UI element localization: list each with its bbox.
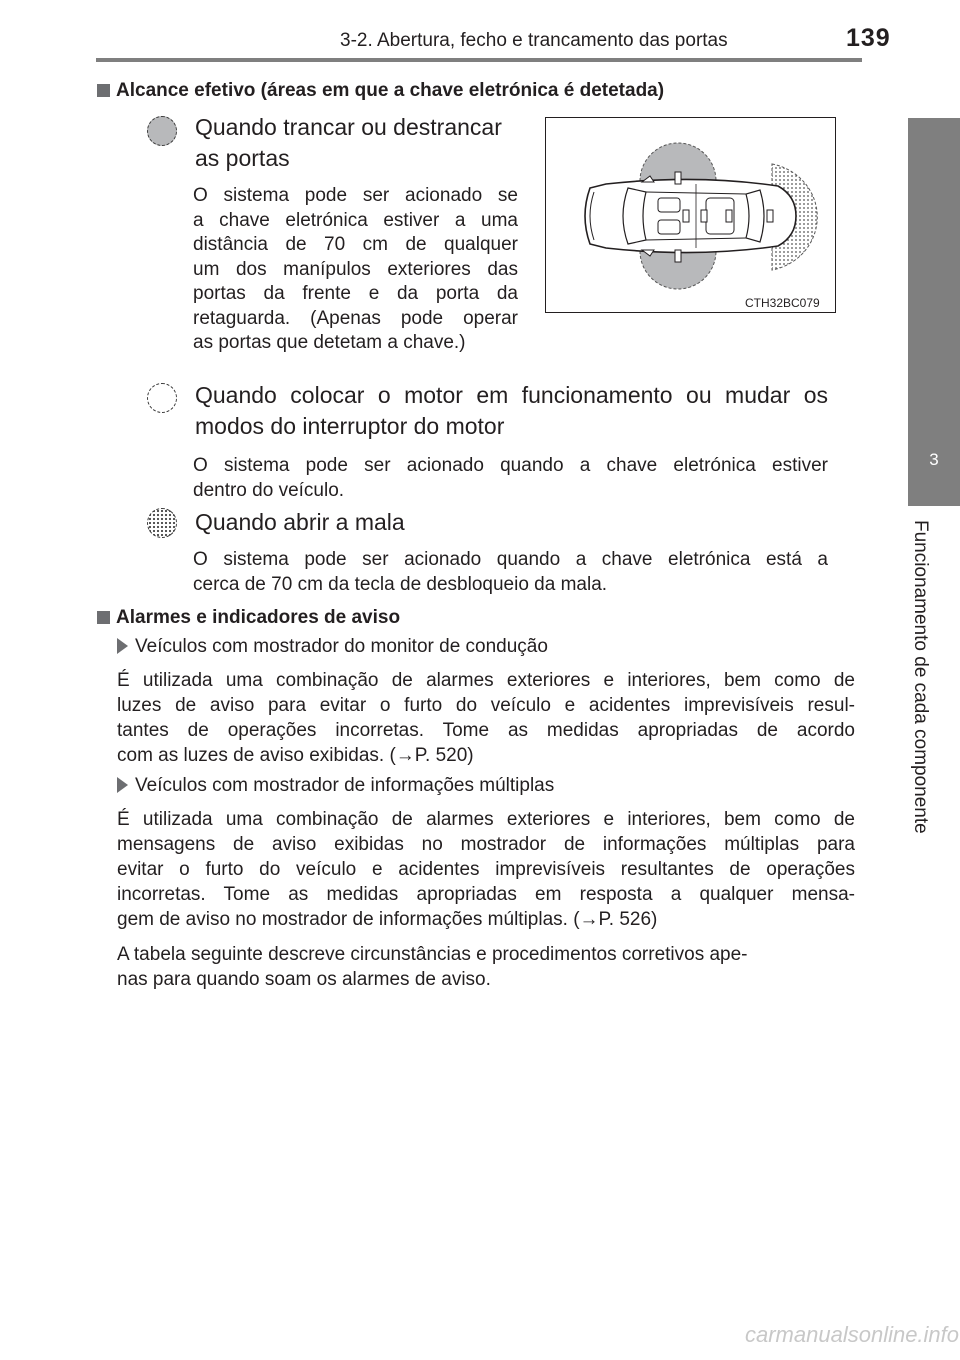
item1-title	[195, 112, 502, 174]
bullet-driving-monitor	[117, 636, 548, 658]
item1-body-line: O sistema pode ser acionado se	[193, 185, 518, 206]
item1-title-line: Quando trancar ou destrancar	[195, 114, 502, 140]
item1-body-line: as portas que detetam a chave.)	[193, 332, 466, 353]
section-heading-range	[97, 80, 664, 102]
section-heading-text: Alarmes e indicadores de aviso	[116, 607, 401, 628]
page-number: 139	[846, 24, 891, 52]
paragraph-line: gem de aviso no mostrador de informações múltiplas. (→P. 526)	[117, 909, 658, 930]
section-heading-alarms	[97, 607, 400, 629]
chapter-label: Funcionamento de cada componente	[910, 520, 931, 834]
item3-title	[195, 507, 405, 538]
paragraph-line: A tabela seguinte descreve circunstâncias e procedimentos corretivos ape-	[117, 944, 748, 965]
paragraph-line: mensagens de aviso exibidas no mostrador de informações múltiplas para	[117, 834, 855, 855]
bullet-multi-info	[117, 775, 554, 797]
bullet-label: Veículos com mostrador do monitor de condução	[135, 636, 548, 657]
car-detection-diagram	[546, 118, 834, 311]
item3-body-line: O sistema pode ser acionado quando a chave eletrónica está a	[193, 549, 828, 570]
paragraph-multi-info	[117, 807, 855, 932]
paragraph-line: tantes de operações incorretas. Tome as medidas apropriadas de acordo	[117, 720, 855, 741]
paragraph-line: incorretas. Tome as medidas apropriadas em resposta a qualquer mensa-	[117, 884, 855, 905]
paragraph-line: É utilizada uma combinação de alarmes exteriores e interiores, bem como de	[117, 670, 855, 691]
item1-body-line: retaguarda. (Apenas pode operar	[193, 307, 518, 329]
square-bullet-icon	[97, 611, 110, 624]
item3-title-line: Quando abrir a mala	[195, 509, 405, 535]
arrow-bullet-icon	[117, 638, 128, 654]
item1-body-line: um dos manípulos exteriores das	[193, 258, 518, 280]
bullet-label: Veículos com mostrador de informações múltiplas	[135, 775, 555, 796]
front-seat-left	[658, 198, 680, 212]
section-heading-text: Alcance efetivo (áreas em que a chave eletrónica é detetada)	[116, 80, 665, 101]
paragraph-line: com as luzes de aviso exibidas. (→P. 520)	[117, 745, 474, 766]
windshield	[623, 188, 646, 244]
side-tab	[908, 118, 960, 424]
front-seat-right	[658, 220, 680, 234]
antenna-icon	[683, 210, 689, 222]
item2-title	[195, 380, 828, 442]
square-bullet-icon	[97, 84, 110, 97]
item1-body-line: a chave eletrónica estiver a uma	[193, 209, 518, 231]
antenna-icon	[675, 172, 681, 184]
white-zone-icon	[147, 383, 177, 413]
item3-body-line: cerca de 70 cm da tecla de desbloqueio da mala.	[193, 574, 608, 595]
item2-title-line: Quando colocar o motor em funcionamento ou mudar os	[195, 382, 828, 408]
rear-window	[746, 190, 764, 242]
closing-paragraph	[117, 942, 855, 992]
dotted-zone-icon	[147, 508, 177, 538]
antenna-icon	[675, 250, 681, 262]
watermark: carmanualsonline.info	[745, 1322, 960, 1347]
item3-body	[193, 547, 828, 597]
antenna-icon	[726, 210, 732, 222]
antenna-icon	[701, 210, 707, 222]
item1-body-line: portas da frente e da porta da	[193, 283, 518, 304]
header-title: 3-2. Abertura, fecho e trancamento das portas	[340, 30, 728, 51]
header-rule	[96, 58, 862, 62]
paragraph-line: É utilizada uma combinação de alarmes exteriores e interiores, bem como de	[117, 809, 855, 830]
item2-body-line: dentro do veículo.	[193, 480, 345, 501]
paragraph-line: nas para quando soam os alarmes de aviso.	[117, 969, 491, 990]
figure-code: CTH32BC079	[745, 296, 820, 310]
chapter-number: 3	[929, 450, 939, 469]
item2-title-line: modos do interruptor do motor	[195, 413, 505, 439]
paragraph-driving-monitor	[117, 668, 855, 768]
antenna-icon	[767, 210, 773, 222]
item1-body-line: distância de 70 cm de qualquer	[193, 234, 518, 255]
arrow-bullet-icon	[117, 777, 128, 793]
item1-body	[193, 184, 518, 356]
paragraph-line: luzes de aviso para evitar o furto do veículo e acidentes imprevisíveis resul-	[117, 695, 855, 716]
paragraph-line: evitar o furto do veículo e acidentes imprevisíveis resultantes de operações	[117, 859, 855, 880]
item2-body-line: O sistema pode ser acionado quando a chave eletrónica estiver	[193, 455, 828, 476]
detection-range-figure	[545, 117, 836, 313]
item1-title-line: as portas	[195, 145, 290, 171]
solid-gray-zone-icon	[147, 116, 177, 146]
item2-body	[193, 453, 828, 503]
